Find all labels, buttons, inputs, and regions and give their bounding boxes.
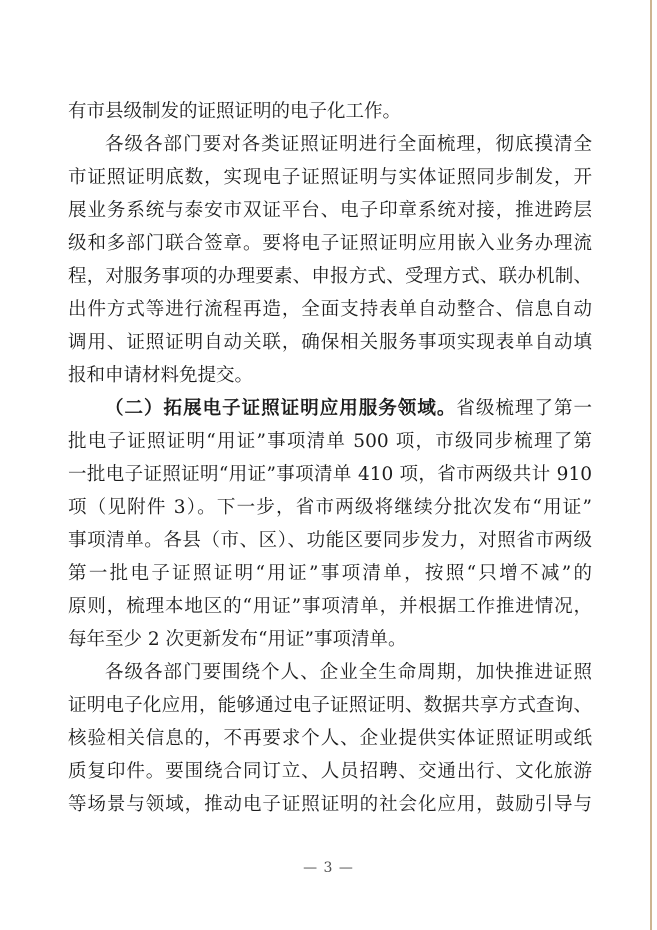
- text-line: 项（见附件 3）。下一步，省市两级将继续分批次发布“用证”: [68, 497, 592, 518]
- text-line: 各级各部门要围绕个人、企业全生命周期，加快推进证照: [105, 662, 592, 683]
- scan-edge-artifact: [650, 0, 652, 930]
- text-line: 调用、证照证明自动关联，确保相关服务事项实现表单自动填: [68, 332, 592, 353]
- page-number: — 3 —: [303, 860, 354, 876]
- text-line: 出件方式等进行流程再造，全面支持表单自动整合、信息自动: [68, 299, 592, 320]
- text-line: 等场景与领域，推动电子证照证明的社会化应用，鼓励引导与: [68, 794, 592, 815]
- text-line: 每年至少 2 次更新发布“用证”事项清单。: [68, 629, 407, 650]
- text-line: 核验相关信息的，不再要求个人、企业提供实体证照证明或纸: [68, 728, 592, 749]
- text-line: 各级各部门要对各类证照证明进行全面梳理，彻底摸清全: [105, 134, 592, 155]
- section-heading: （二）拓展电子证照证明应用服务领域。: [105, 398, 457, 419]
- text-line: 展业务系统与泰安市双证平台、电子印章系统对接，推进跨层: [68, 200, 592, 221]
- document-body: [68, 95, 592, 821]
- text-line: 程，对服务事项的办理要素、申报方式、受理方式、联办机制、: [68, 266, 592, 287]
- text-line: 一批电子证照证明“用证”事项清单 410 项，省市两级共计 910: [68, 464, 592, 485]
- text-line: 市证照证明底数，实现电子证照证明与实体证照同步制发，开: [68, 167, 592, 188]
- text-line: 第一批电子证照证明“用证”事项清单，按照“只增不减”的: [68, 563, 592, 584]
- text-line: 原则，梳理本地区的“用证”事项清单，并根据工作推进情况，: [68, 596, 592, 617]
- text-line-section-start: [68, 392, 592, 425]
- text-line: 报和申请材料免提交。: [68, 365, 254, 386]
- text-line: 有市县级制发的证照证明的电子化工作。: [68, 101, 402, 122]
- text-line: 质复印件。要围绕合同订立、人员招聘、交通出行、文化旅游: [68, 761, 592, 782]
- text-line: 批电子证照证明“用证”事项清单 500 项，市级同步梳理了第: [68, 431, 592, 452]
- text-line: 证明电子化应用，能够通过电子证照证明、数据共享方式查询、: [68, 695, 592, 716]
- text-line: 事项清单。各县（市、区）、功能区要同步发力，对照省市两级: [68, 530, 592, 551]
- text-line: 级和多部门联合签章。要将电子证照证明应用嵌入业务办理流: [68, 233, 592, 254]
- section-lead-text: 省级梳理了第一: [456, 398, 592, 419]
